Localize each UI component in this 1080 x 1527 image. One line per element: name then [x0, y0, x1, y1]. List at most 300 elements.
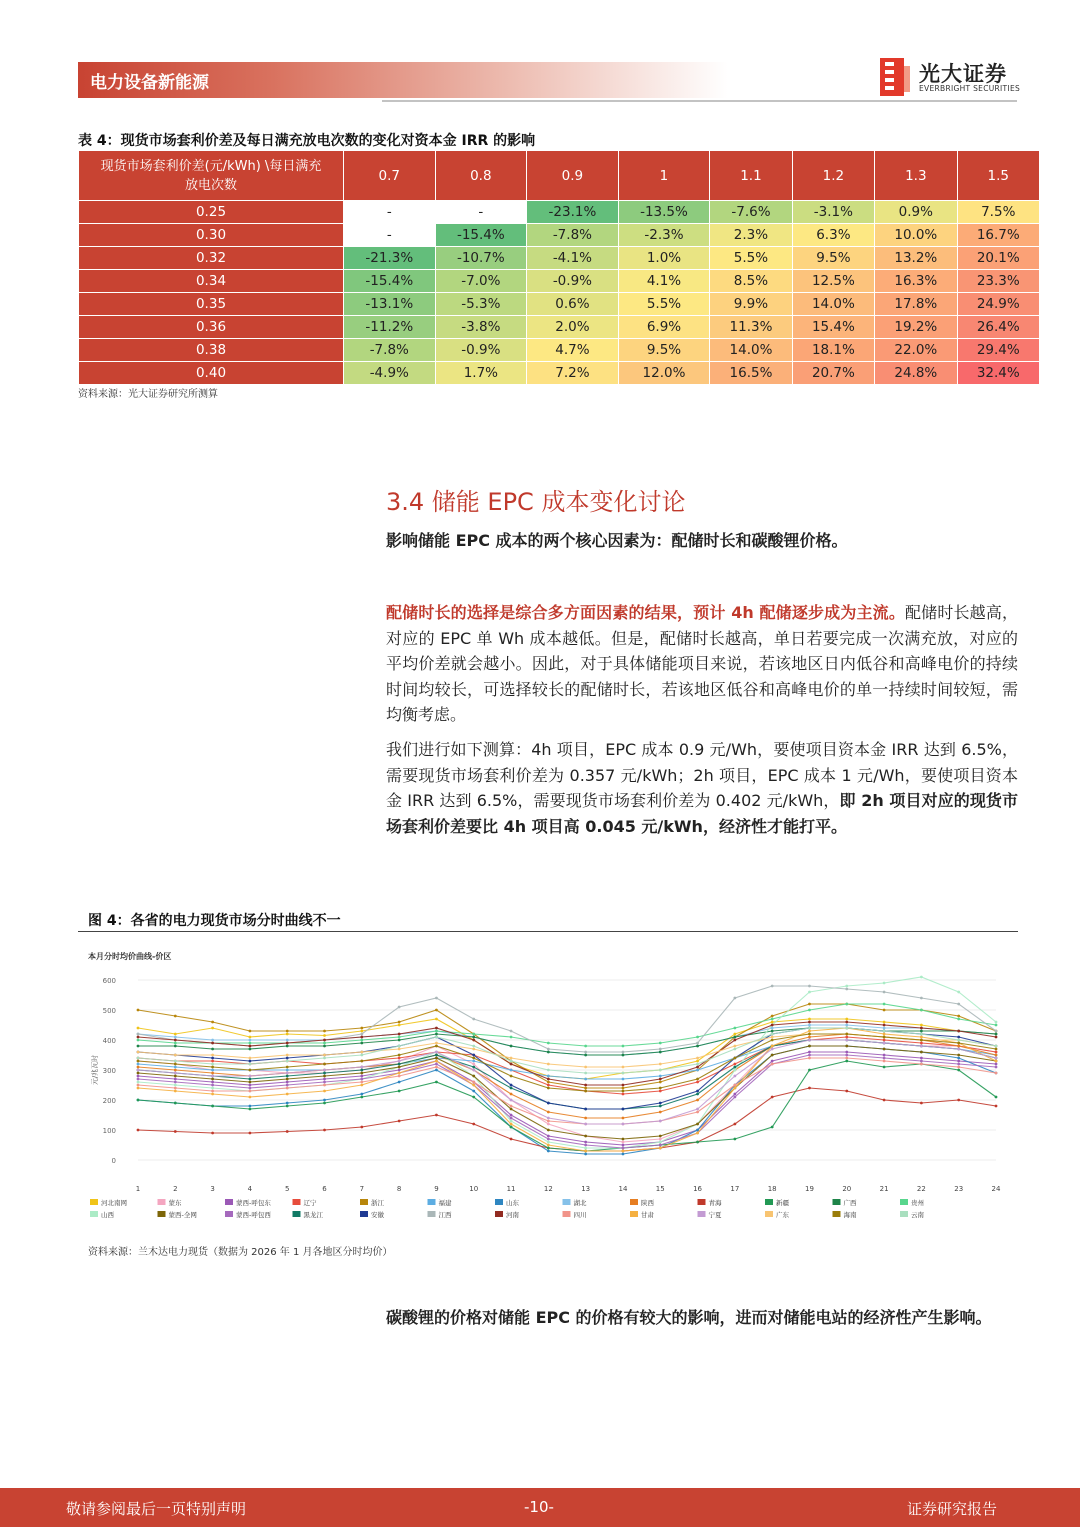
irr-cell: 24.9%: [957, 293, 1039, 316]
table-caption: 表 4：现货市场套利价差及每日满充放电次数的变化对资本金 IRR 的影响: [78, 133, 536, 149]
irr-cell: 4.7%: [527, 339, 619, 362]
irr-cell: -0.9%: [435, 339, 527, 362]
data-point: [323, 1081, 326, 1084]
data-point: [771, 985, 774, 988]
data-point: [622, 1045, 625, 1048]
data-point: [547, 1102, 550, 1105]
footer-disclaimer: 敬请参阅最后一页特别声明: [66, 1500, 247, 1518]
data-point: [249, 1039, 252, 1042]
data-point: [510, 1060, 513, 1063]
data-point: [995, 1066, 998, 1069]
data-point: [995, 1051, 998, 1054]
data-point: [696, 1111, 699, 1114]
data-point: [808, 1069, 811, 1072]
data-point: [957, 1003, 960, 1006]
irr-cell: -7.0%: [435, 270, 527, 293]
irr-cell: -15.4%: [344, 270, 436, 293]
column-header: 0.9: [527, 151, 619, 201]
data-point: [398, 1069, 401, 1072]
paragraph-1-bold: 配储时长的选择是综合多方面因素的结果，预计 4h 配储逐步成为主流。: [386, 603, 905, 622]
data-point: [360, 1072, 363, 1075]
irr-cell: 5.5%: [618, 293, 710, 316]
data-point: [174, 1090, 177, 1093]
data-point: [398, 1024, 401, 1027]
data-point: [174, 1063, 177, 1066]
data-point: [211, 1027, 214, 1030]
data-point: [771, 1033, 774, 1036]
x-tick-label: 10: [469, 1185, 479, 1193]
irr-cell: 14.0%: [792, 293, 874, 316]
data-point: [584, 1144, 587, 1147]
data-point: [174, 1036, 177, 1039]
data-point: [733, 1096, 736, 1099]
data-point: [211, 1090, 214, 1093]
data-point: [696, 1081, 699, 1084]
data-point: [845, 1033, 848, 1036]
data-point: [808, 1033, 811, 1036]
data-point: [286, 1093, 289, 1096]
x-tick-label: 21: [879, 1185, 889, 1193]
data-point: [845, 1057, 848, 1060]
irr-cell: -3.1%: [792, 201, 874, 224]
data-point: [472, 1045, 475, 1048]
data-point: [398, 1075, 401, 1078]
legend-label: 安徽: [371, 1211, 384, 1219]
data-point: [211, 1063, 214, 1066]
data-point: [398, 1057, 401, 1060]
data-point: [622, 1066, 625, 1069]
data-point: [808, 1057, 811, 1060]
data-point: [957, 1036, 960, 1039]
data-point: [211, 1093, 214, 1096]
data-point: [995, 1096, 998, 1099]
data-point: [137, 1033, 140, 1036]
data-point: [696, 1069, 699, 1072]
data-point: [845, 1045, 848, 1048]
data-point: [622, 1150, 625, 1153]
legend-label: 山西: [101, 1211, 114, 1219]
data-point: [249, 1084, 252, 1087]
data-point: [696, 1063, 699, 1066]
table-row: [79, 362, 1040, 385]
irr-cell: 6.9%: [618, 316, 710, 339]
data-point: [771, 1126, 774, 1129]
legend-swatch: [158, 1211, 166, 1217]
legend-swatch: [630, 1211, 638, 1217]
data-point: [211, 1069, 214, 1072]
data-point: [323, 1075, 326, 1078]
data-point: [733, 1045, 736, 1048]
data-point: [733, 1039, 736, 1042]
paragraph-1: [386, 600, 1018, 728]
data-point: [510, 1087, 513, 1090]
paragraph-3: 碳酸锂的价格对储能 EPC 的价格有较大的影响，进而对储能电站的经济性产生影响。: [386, 1308, 992, 1327]
data-point: [323, 1129, 326, 1132]
data-point: [249, 1087, 252, 1090]
legend-label: 河南: [506, 1211, 519, 1219]
data-point: [249, 1078, 252, 1081]
data-point: [435, 1081, 438, 1084]
data-point: [174, 1130, 177, 1133]
data-point: [771, 1015, 774, 1018]
data-point: [584, 1066, 587, 1069]
irr-cell: 13.2%: [875, 247, 957, 270]
data-point: [995, 1033, 998, 1036]
legend-swatch: [765, 1199, 773, 1205]
data-point: [547, 1123, 550, 1126]
data-point: [696, 1099, 699, 1102]
data-point: [622, 1090, 625, 1093]
corner-line-1: 现货市场套利价差(元/kWh) \每日满充: [100, 158, 322, 174]
data-point: [360, 1078, 363, 1081]
data-point: [547, 1141, 550, 1144]
table-row: [79, 201, 1040, 224]
irr-cell: 19.2%: [875, 316, 957, 339]
data-point: [733, 1048, 736, 1051]
data-point: [771, 1063, 774, 1066]
x-tick-label: 13: [581, 1185, 591, 1193]
data-point: [286, 1042, 289, 1045]
logo-text-en: EVERBRIGHT SECURITIES: [919, 84, 1021, 93]
data-point: [733, 1138, 736, 1141]
data-point: [547, 1081, 550, 1084]
irr-cell: 26.4%: [957, 316, 1039, 339]
data-point: [883, 1048, 886, 1051]
legend-label: 甘肃: [641, 1211, 654, 1219]
data-point: [547, 1150, 550, 1153]
data-point: [883, 1027, 886, 1030]
data-point: [547, 1084, 550, 1087]
data-point: [771, 1048, 774, 1051]
irr-cell: 0.6%: [527, 293, 619, 316]
data-point: [472, 1069, 475, 1072]
data-point: [733, 1033, 736, 1036]
data-point: [584, 1051, 587, 1054]
irr-cell: 20.7%: [792, 362, 874, 385]
legend-label: 山东: [506, 1199, 519, 1207]
data-point: [659, 1141, 662, 1144]
data-point: [137, 1078, 140, 1081]
data-point: [435, 1066, 438, 1069]
irr-cell: 14.0%: [710, 339, 792, 362]
irr-cell: 20.1%: [957, 247, 1039, 270]
data-point: [435, 1114, 438, 1117]
data-point: [995, 1045, 998, 1048]
data-point: [510, 1138, 513, 1141]
data-point: [771, 1018, 774, 1021]
data-point: [398, 1036, 401, 1039]
data-point: [957, 1045, 960, 1048]
legend-swatch: [495, 1199, 503, 1205]
data-point: [249, 1069, 252, 1072]
data-point: [249, 1048, 252, 1051]
data-point: [883, 1003, 886, 1006]
data-point: [249, 1096, 252, 1099]
irr-cell: 32.4%: [957, 362, 1039, 385]
irr-cell: 24.8%: [875, 362, 957, 385]
irr-cell: -4.1%: [527, 247, 619, 270]
data-point: [174, 1069, 177, 1072]
data-point: [957, 1063, 960, 1066]
data-point: [360, 1084, 363, 1087]
data-point: [323, 1042, 326, 1045]
legend-swatch: [900, 1211, 908, 1217]
legend-label: 黑龙江: [303, 1211, 323, 1219]
data-point: [510, 1120, 513, 1123]
data-point: [286, 1072, 289, 1075]
data-point: [696, 1090, 699, 1093]
data-point: [472, 1081, 475, 1084]
header-divider: [382, 100, 1017, 102]
data-point: [920, 1039, 923, 1042]
legend-label: 青海: [708, 1199, 722, 1207]
data-point: [808, 985, 811, 988]
data-point: [286, 1057, 289, 1060]
data-point: [808, 1021, 811, 1024]
data-point: [547, 1147, 550, 1150]
irr-cell: 5.5%: [710, 247, 792, 270]
row-header: 0.25: [79, 201, 344, 224]
data-point: [174, 1087, 177, 1090]
data-point: [360, 1075, 363, 1078]
data-point: [323, 1099, 326, 1102]
legend-swatch: [428, 1211, 436, 1217]
data-point: [696, 1123, 699, 1126]
data-point: [286, 1060, 289, 1063]
x-tick-label: 12: [543, 1185, 553, 1193]
data-point: [733, 1087, 736, 1090]
irr-cell: 7.2%: [527, 362, 619, 385]
data-point: [659, 1120, 662, 1123]
legend-label: 云南: [911, 1211, 924, 1219]
data-point: [584, 1141, 587, 1144]
data-point: [435, 1018, 438, 1021]
x-tick-label: 18: [767, 1185, 777, 1193]
data-point: [435, 1009, 438, 1012]
data-point: [137, 1072, 140, 1075]
x-tick-label: 2: [173, 1185, 178, 1193]
data-point: [286, 1105, 289, 1108]
data-point: [435, 1045, 438, 1048]
x-tick-label: 16: [693, 1185, 703, 1193]
data-point: [696, 1141, 699, 1144]
data-point: [584, 1045, 587, 1048]
data-point: [435, 1042, 438, 1045]
data-point: [472, 1096, 475, 1099]
data-point: [286, 1045, 289, 1048]
data-point: [286, 1130, 289, 1133]
legend-swatch: [765, 1211, 773, 1217]
data-point: [995, 1105, 998, 1108]
x-tick-label: 3: [210, 1185, 215, 1193]
legend-label: 四川: [573, 1211, 587, 1219]
data-point: [659, 1081, 662, 1084]
data-point: [920, 1051, 923, 1054]
data-point: [808, 1045, 811, 1048]
column-header: 0.7: [344, 151, 436, 201]
data-point: [398, 1120, 401, 1123]
column-header: 1.5: [957, 151, 1039, 201]
data-point: [584, 1150, 587, 1153]
data-point: [957, 1054, 960, 1057]
data-point: [957, 1042, 960, 1045]
irr-cell: -: [435, 201, 527, 224]
irr-cell: 6.3%: [792, 224, 874, 247]
legend-swatch: [698, 1199, 706, 1205]
irr-cell: -13.1%: [344, 293, 436, 316]
data-point: [622, 1051, 625, 1054]
irr-cell: -5.3%: [435, 293, 527, 316]
y-tick-label: 300: [102, 1067, 116, 1075]
data-point: [771, 1024, 774, 1027]
table-row: [79, 270, 1040, 293]
data-point: [696, 1066, 699, 1069]
data-point: [323, 1045, 326, 1048]
irr-cell: 16.5%: [710, 362, 792, 385]
data-point: [845, 1039, 848, 1042]
data-point: [659, 1111, 662, 1114]
data-point: [920, 1060, 923, 1063]
data-point: [174, 1042, 177, 1045]
data-point: [510, 1117, 513, 1120]
legend-swatch: [225, 1199, 233, 1205]
data-point: [845, 1090, 848, 1093]
data-point: [733, 1069, 736, 1072]
legend-label: 湖北: [573, 1199, 587, 1207]
data-point: [920, 1045, 923, 1048]
data-point: [957, 1030, 960, 1033]
data-point: [510, 1108, 513, 1111]
data-point: [174, 1054, 177, 1057]
data-point: [510, 1036, 513, 1039]
row-header: 0.38: [79, 339, 344, 362]
data-point: [771, 1021, 774, 1024]
data-point: [137, 1087, 140, 1090]
data-point: [995, 1060, 998, 1063]
row-header: 0.35: [79, 293, 344, 316]
data-point: [398, 1090, 401, 1093]
data-point: [696, 1042, 699, 1045]
data-point: [510, 1126, 513, 1129]
footer-report-type: 证券研究报告: [907, 1500, 998, 1518]
data-point: [398, 1039, 401, 1042]
data-point: [883, 991, 886, 994]
data-point: [510, 1030, 513, 1033]
data-point: [584, 1117, 587, 1120]
data-point: [957, 1039, 960, 1042]
data-point: [360, 1036, 363, 1039]
irr-cell: -4.9%: [344, 362, 436, 385]
data-point: [659, 1048, 662, 1051]
data-point: [995, 1048, 998, 1051]
irr-cell: 9.5%: [618, 339, 710, 362]
data-point: [883, 1036, 886, 1039]
data-point: [659, 1069, 662, 1072]
data-point: [249, 1063, 252, 1066]
data-point: [733, 1093, 736, 1096]
data-point: [174, 1060, 177, 1063]
data-point: [435, 1027, 438, 1030]
data-point: [174, 1033, 177, 1036]
irr-cell: 1.7%: [435, 362, 527, 385]
data-point: [808, 1027, 811, 1030]
data-point: [472, 1060, 475, 1063]
data-point: [733, 1036, 736, 1039]
data-point: [920, 1027, 923, 1030]
data-point: [845, 1036, 848, 1039]
data-point: [174, 1075, 177, 1078]
y-tick-label: 500: [102, 1007, 116, 1015]
data-point: [845, 1024, 848, 1027]
legend-swatch: [495, 1211, 503, 1217]
data-point: [360, 1066, 363, 1069]
data-point: [360, 1051, 363, 1054]
data-point: [435, 1036, 438, 1039]
data-point: [733, 1075, 736, 1078]
data-point: [696, 1132, 699, 1135]
chart-title: 本月分时均价曲线-价区: [88, 952, 172, 961]
data-point: [920, 1030, 923, 1033]
data-point: [845, 985, 848, 988]
data-point: [920, 997, 923, 1000]
data-point: [323, 1084, 326, 1087]
column-header: 1.3: [875, 151, 957, 201]
irr-cell: -7.6%: [710, 201, 792, 224]
data-point: [771, 1054, 774, 1057]
data-point: [137, 1036, 140, 1039]
data-point: [249, 1042, 252, 1045]
legend-label: 蒙西-呼包西: [236, 1211, 271, 1219]
figure-source: 资料来源：兰木达电力现货（数据为 2026 年 1 月各地区分时均价）: [88, 1247, 393, 1258]
data-point: [510, 1105, 513, 1108]
everbright-logo: [879, 56, 1019, 98]
table-header-row: [79, 151, 1040, 201]
data-point: [435, 1030, 438, 1033]
x-tick-label: 19: [805, 1185, 814, 1193]
price-curve-chart: [84, 944, 1014, 1234]
data-point: [883, 1024, 886, 1027]
irr-cell: 12.5%: [792, 270, 874, 293]
x-tick-label: 22: [916, 1185, 926, 1193]
x-tick-label: 5: [284, 1185, 290, 1193]
irr-cell: -13.5%: [618, 201, 710, 224]
x-tick-label: 7: [359, 1185, 365, 1193]
legend-swatch: [90, 1211, 98, 1217]
data-point: [249, 1132, 252, 1135]
irr-cell: 2.0%: [527, 316, 619, 339]
data-point: [771, 1030, 774, 1033]
legend-label: 贵州: [911, 1199, 924, 1207]
legend-swatch: [90, 1199, 98, 1205]
series-line: [138, 1040, 996, 1142]
data-point: [211, 1105, 214, 1108]
data-point: [845, 1003, 848, 1006]
data-point: [845, 1021, 848, 1024]
data-point: [808, 1024, 811, 1027]
legend-swatch: [698, 1211, 706, 1217]
data-point: [622, 1138, 625, 1141]
data-point: [398, 1060, 401, 1063]
data-point: [696, 1093, 699, 1096]
irr-cell: -7.8%: [527, 224, 619, 247]
data-point: [771, 1045, 774, 1048]
data-point: [137, 1069, 140, 1072]
data-point: [659, 1147, 662, 1150]
irr-cell: 18.1%: [792, 339, 874, 362]
data-point: [137, 1039, 140, 1042]
data-point: [510, 1063, 513, 1066]
x-tick-label: 1: [135, 1185, 141, 1193]
